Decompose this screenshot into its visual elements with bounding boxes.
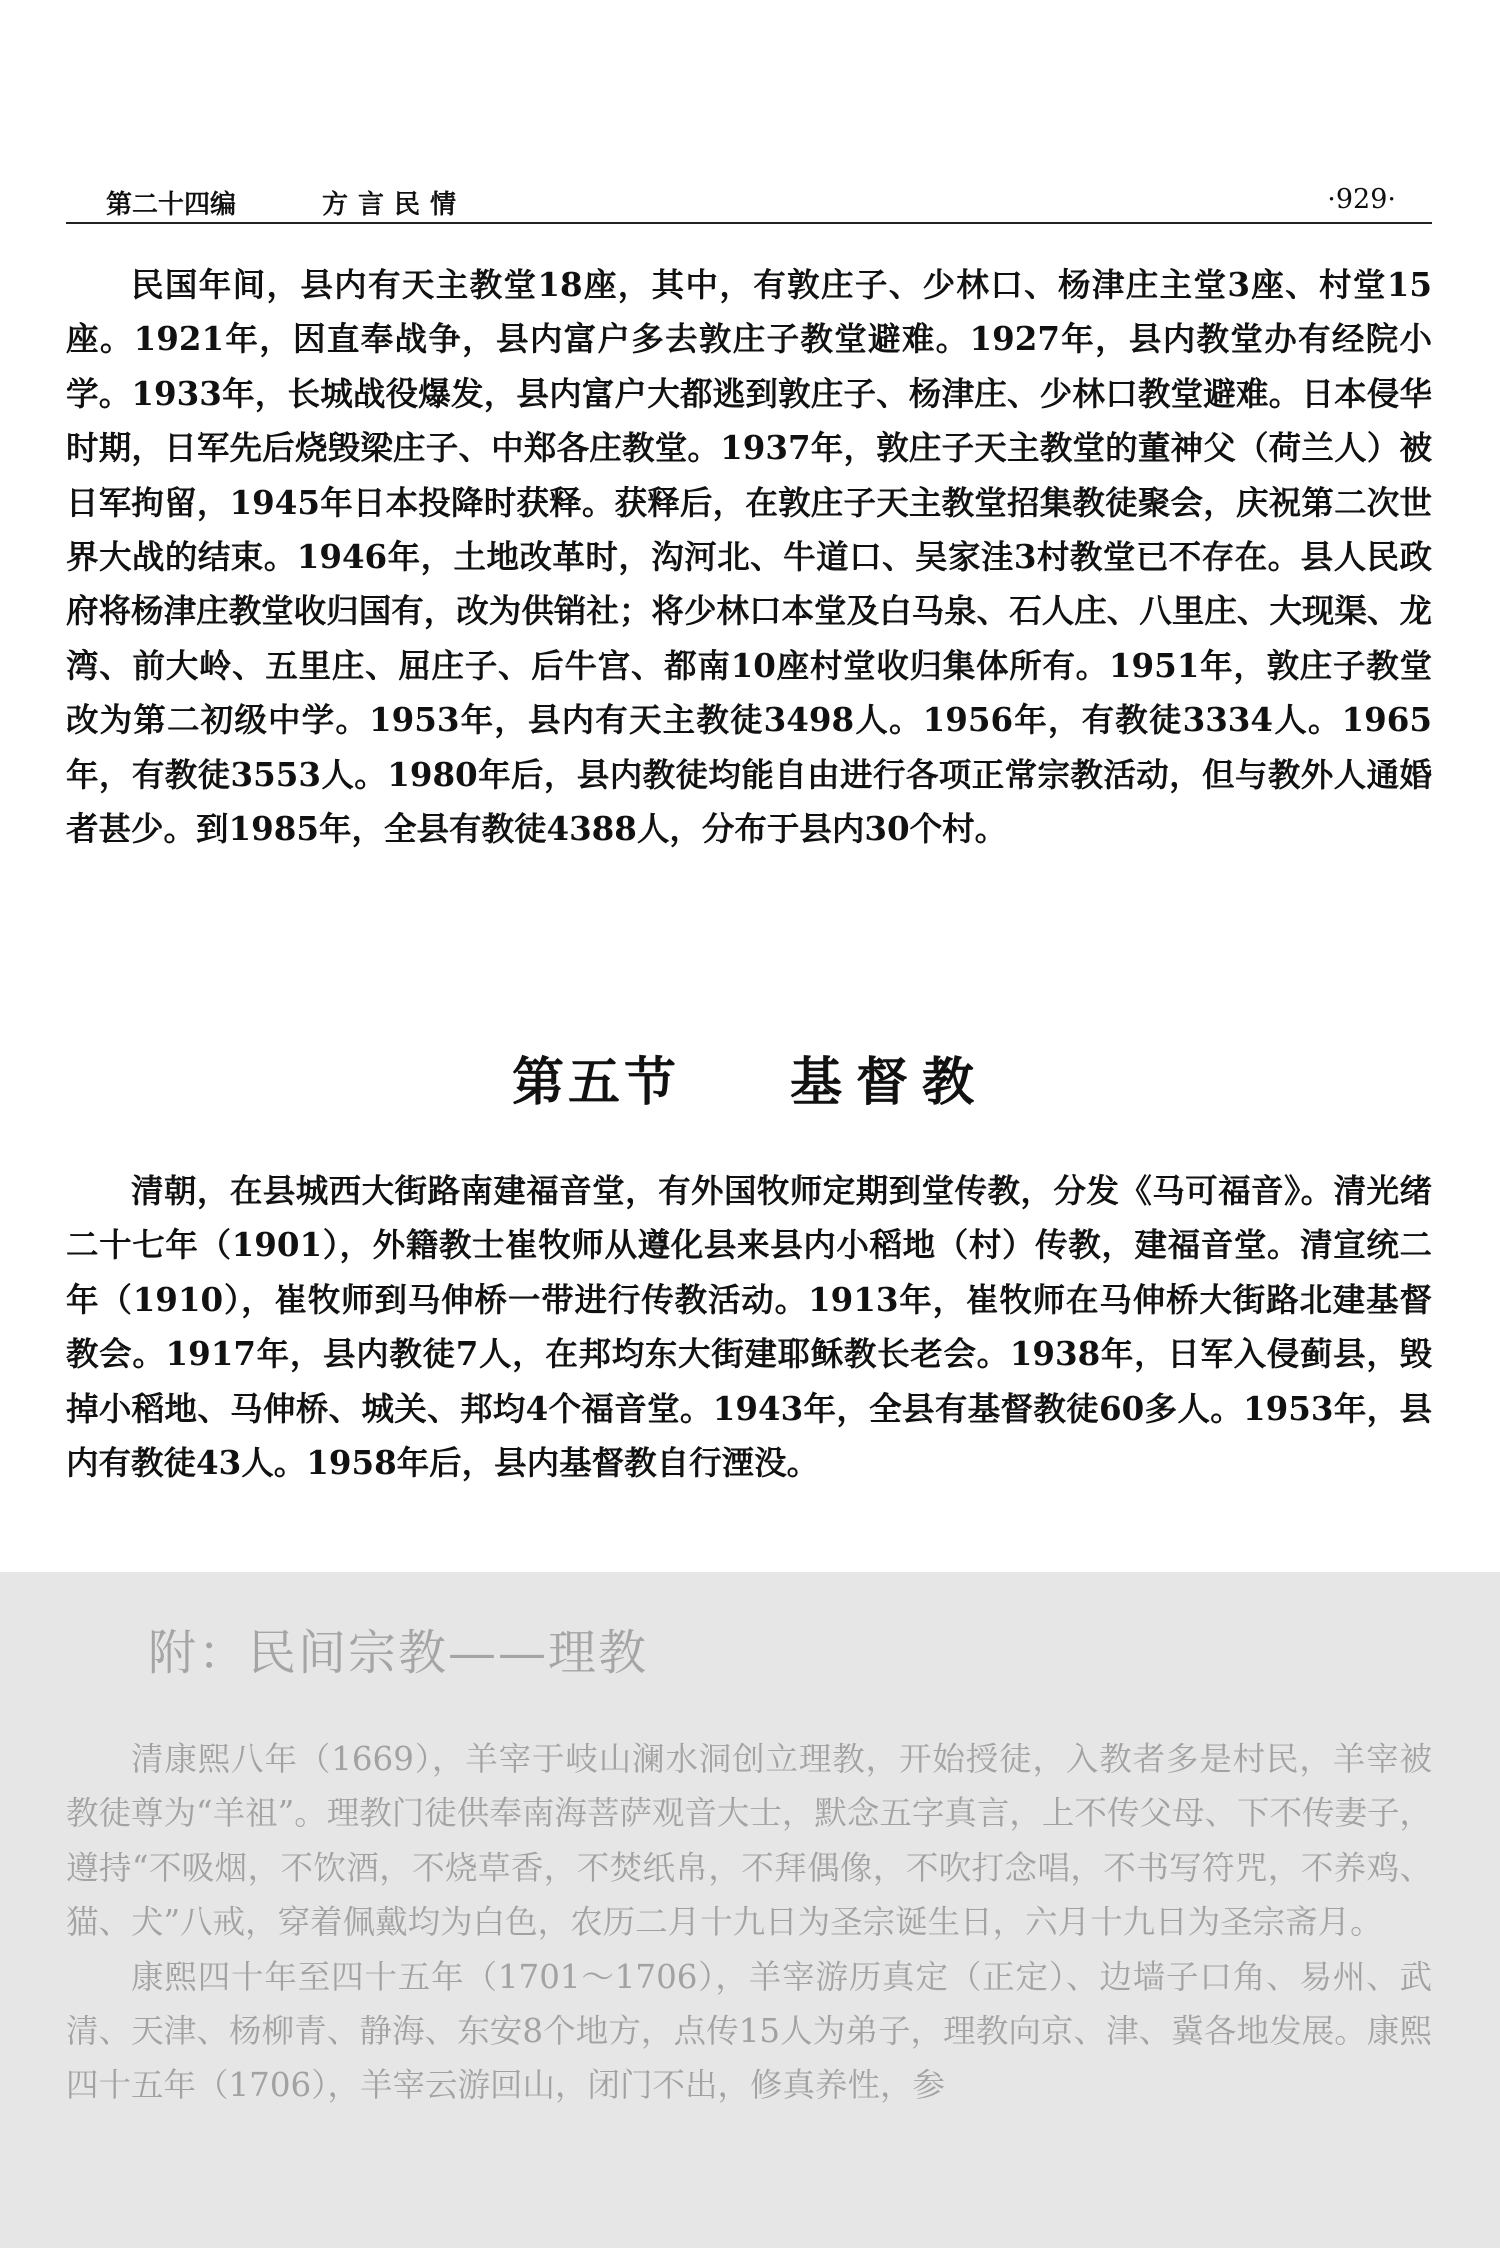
catholic-paragraph: 民国年间，县内有天主教堂18座，其中，有敦庄子、少林口、杨津庄主堂3座、村堂15座。1921年，因直奉战争，县内富户多去敦庄子教堂避难。1927年，县内教堂办有经院小学。1933年，长城战役爆发，县内富户大都逃到敦庄子、杨津庄、少林口教堂避难。日本侵华时期，日军先后烧毁梁庄子、中郑各庄教堂。1937年，敦庄子天主教堂的董神父（荷兰人）被日军拘留，1945年日本投降时获释。获释后，在敦庄子天主教堂招集教徒聚会，庆祝第二次世界大战的结束。1946年，土地改革时，沟河北、牛道口、吴家洼3村教堂已不存在。县人民政府将杨津庄教堂收归国有，改为供销社；将少林口本堂及白马泉、石人庄、八里庄、大现渠、龙湾、前大岭、五里庄、屈庄子、后牛宫、都南10座村堂收归集体所有。1951年，敦庄子教堂改为第二初级中学。1953年，县内有天主教徒3498人。1956年，有教徒3334人。1965年，有教徒3553人。1980年后，县内教徒均能自由进行各项正常宗教活动，但与教外人通婚者甚少。到1985年，全县有教徒4388人，分布于县内30个村。 — [66, 265, 1432, 849]
section-heading — [0, 1040, 1500, 1115]
christianity-paragraph: 清朝，在县城西大街路南建福音堂，有外国牧师定期到堂传教，分发《马可福音》。清光绪二十七年（1901），外籍教士崔牧师从遵化县来县内小稻地（村）传教，建福音堂。清宣统二年（1910），崔牧师到马伸桥一带进行传教活动。1913年，崔牧师在马伸桥大街路北建基督教会。1917年，县内教徒7人，在邦均东大街建耶稣教长老会。1938年，日军入侵蓟县，毁掉小稻地、马伸桥、城关、邦均4个福音堂。1943年，全县有基督教徒60多人。1953年，县内有教徒43人。1958年后，县内基督教自行湮没。 — [66, 1171, 1432, 1483]
page-number: ·929· — [1327, 184, 1396, 215]
section-name: 基督教 — [790, 1052, 989, 1113]
appendix-title: 附：民间宗教——理教 — [148, 1625, 649, 1681]
section-number: 第五节 — [511, 1052, 680, 1113]
appendix-body — [66, 1732, 1432, 2113]
appendix-faded-region — [0, 1572, 1500, 2248]
appendix-paragraph-2: 康熙四十年至四十五年（1701～1706），羊宰游历真定（正定）、边墙子口角、易州、武清、天津、杨柳青、静海、东安8个地方，点传15人为弟子，理教向京、津、冀各地发展。康熙四十五年（1706），羊宰云游回山，闭门不出，修真养性，参 — [66, 1957, 1432, 2105]
header-volume: 第二十四编 — [106, 190, 237, 220]
christianity-section — [66, 1164, 1432, 1490]
running-header — [66, 180, 1432, 224]
header-section: 方言民情 — [322, 190, 467, 220]
appendix-paragraph-1: 清康熙八年（1669），羊宰于岐山澜水洞创立理教，开始授徒，入教者多是村民，羊宰被教徒尊为“羊祖”。理教门徒供奉南海菩萨观音大士，默念五字真言，上不传父母、下不传妻子，遵持“不吸烟，不饮酒，不烧草香，不焚纸帛，不拜偶像，不吹打念唱，不书写符咒，不养鸡、猫、犬”八戒，穿着佩戴均为白色，农历二月十九日为圣宗诞生日，六月十九日为圣宗斋月。 — [66, 1740, 1432, 1942]
catholic-section — [66, 258, 1432, 856]
